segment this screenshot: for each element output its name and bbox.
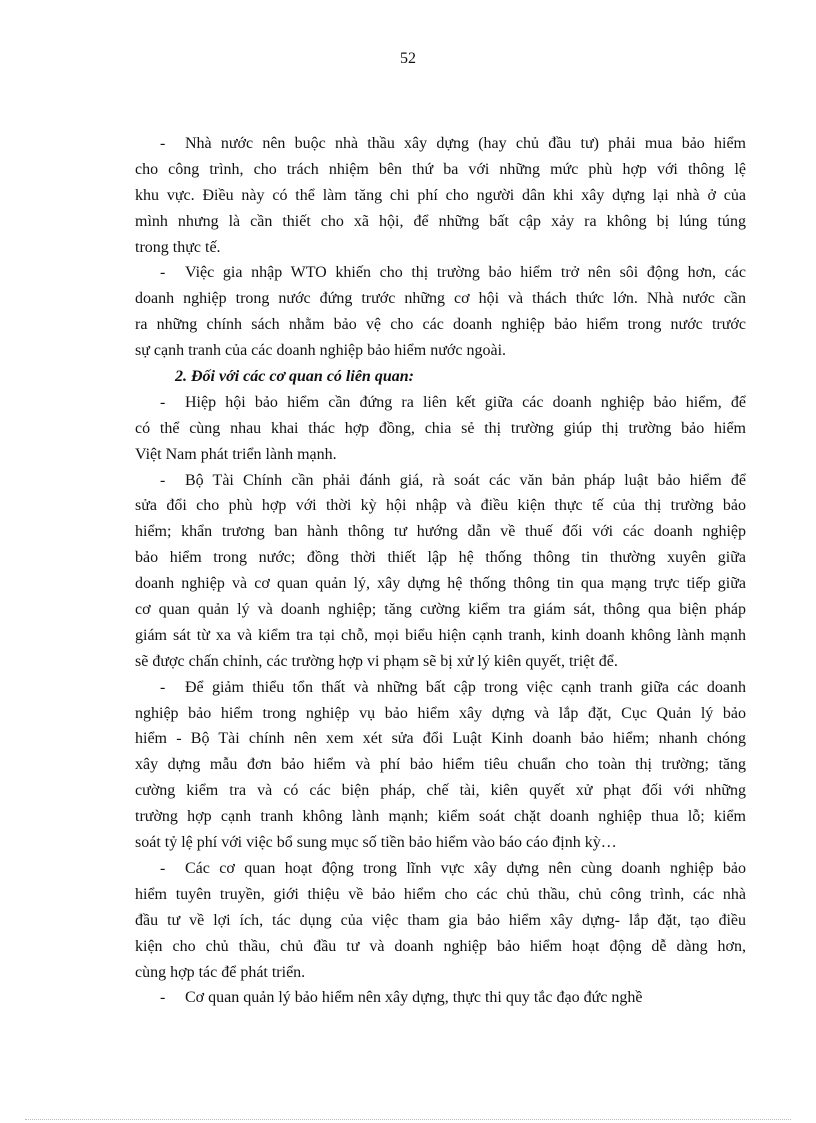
line-text: hiểm; khẩn trương ban hành thông tư hướng dẫn về thuế đối với các doanh nghiệp bbox=[135, 523, 746, 541]
text-line bbox=[135, 623, 746, 649]
line-text: doanh nghiệp trong nước đứng trước những cơ hội và thách thức lớn. Nhà nước cần bbox=[135, 290, 746, 308]
line-text: Việc gia nhập WTO khiến cho thị trường bảo hiểm trở nên sôi động hơn, các bbox=[185, 264, 746, 282]
text-line bbox=[135, 649, 746, 675]
document-body bbox=[135, 131, 746, 1011]
line-text: khu vực. Điều này có thể làm tăng chi phí cho người dân khi xây dựng lại nhà ở của bbox=[135, 186, 746, 204]
line-text: trong thực tế. bbox=[135, 238, 221, 256]
text-line bbox=[135, 778, 746, 804]
line-text: Bộ Tài Chính cần phải đánh giá, rà soát các văn bản pháp luật bảo hiểm để bbox=[185, 471, 746, 489]
line-text: Hiệp hội bảo hiểm cần đứng ra liên kết giữa các doanh nghiệp bảo hiểm, để bbox=[185, 393, 746, 411]
line-text: mình nhưng là cần thiết cho xã hội, để những bất cập xảy ra không bị lúng túng bbox=[135, 212, 746, 230]
bullet-paragraph bbox=[135, 856, 746, 985]
text-line bbox=[135, 338, 746, 364]
text-line bbox=[135, 856, 746, 882]
line-text: sẽ được chấn chỉnh, các trường hợp vi phạm sẽ bị xử lý kiên quyết, triệt để. bbox=[135, 652, 618, 670]
bullet-paragraph bbox=[135, 985, 746, 1011]
line-text: nghiệp bảo hiểm trong nghiệp vụ bảo hiểm xây dựng và lắp đặt, Cục Quản lý bảo bbox=[135, 704, 746, 722]
text-line bbox=[135, 545, 746, 571]
line-text: hiểm tuyên truyền, giới thiệu về bảo hiểm cho các chủ thầu, chủ công trình, các nhà bbox=[135, 885, 746, 903]
line-text: xây dựng mẫu đơn bảo hiểm và phí bảo hiểm tiêu chuẩn cho toàn thị trường; tăng bbox=[135, 756, 746, 774]
bullet-paragraph bbox=[135, 131, 746, 260]
line-text: doanh nghiệp và cơ quan quản lý, xây dựng hệ thống thông tin qua mạng trực tiếp giữa bbox=[135, 575, 746, 593]
text-line bbox=[135, 985, 746, 1011]
line-text: soát tỷ lệ phí với việc bổ sung mục số tiền bảo hiểm vào báo cáo định kỳ… bbox=[135, 834, 617, 852]
bullet-dash: - bbox=[160, 859, 166, 877]
bullet-paragraph bbox=[135, 468, 746, 675]
text-line bbox=[135, 830, 746, 856]
bullet-dash: - bbox=[160, 135, 166, 152]
line-text: sự cạnh tranh của các doanh nghiệp bảo hiểm nước ngoài. bbox=[135, 342, 507, 360]
line-text: sửa đổi cho phù hợp với thời kỳ hội nhập và điều kiện thực tế của thị trường bảo bbox=[135, 497, 746, 515]
text-line bbox=[135, 260, 746, 286]
line-text: cho công trình, cho trách nhiệm bên thứ ba với những mức phù hợp với thông lệ bbox=[135, 160, 746, 178]
text-line bbox=[135, 882, 746, 908]
text-line bbox=[135, 908, 746, 934]
text-line bbox=[135, 571, 746, 597]
line-text: ra những chính sách nhằm bảo vệ cho các doanh nghiệp bảo hiểm trong nước trước bbox=[135, 316, 746, 334]
text-line bbox=[135, 468, 746, 494]
bullet-dash: - bbox=[160, 989, 166, 1007]
text-line bbox=[135, 934, 746, 960]
line-text: hiểm - Bộ Tài chính nên xem xét sửa đổi Luật Kinh doanh bảo hiểm; nhanh chóng bbox=[135, 730, 746, 748]
line-text: Cơ quan quản lý bảo hiểm nên xây dựng, thực thi quy tắc đạo đức nghề bbox=[185, 989, 643, 1007]
text-line bbox=[135, 312, 746, 338]
text-line bbox=[135, 235, 746, 261]
line-text: đầu tư về lợi ích, tác dụng của việc tham gia bảo hiểm xây dựng- lắp đặt, tạo điều bbox=[135, 911, 746, 929]
line-text: Nhà nước nên buộc nhà thầu xây dựng (hay chủ đầu tư) phải mua bảo hiểm bbox=[185, 135, 746, 152]
text-line bbox=[135, 752, 746, 778]
text-line bbox=[135, 493, 746, 519]
line-text: giám sát từ xa và kiểm tra tại chỗ, mọi biểu hiện cạnh tranh, kinh doanh không lành mạnh bbox=[135, 626, 746, 644]
page-number: 52 bbox=[400, 50, 416, 67]
line-text: Việt Nam phát triển lành mạnh. bbox=[135, 445, 337, 463]
bullet-dash: - bbox=[160, 471, 166, 489]
line-text: có thể cùng nhau khai thác hợp đồng, chia sẻ thị trường giúp thị trường bảo hiểm bbox=[135, 419, 746, 437]
line-text: cơ quan quản lý và doanh nghiệp; tăng cường kiểm tra giám sát, thông qua biện pháp bbox=[135, 601, 746, 619]
text-line bbox=[135, 131, 746, 157]
line-text: Các cơ quan hoạt động trong lĩnh vực xây dựng nên cùng doanh nghiệp bảo bbox=[185, 859, 746, 877]
text-line bbox=[135, 286, 746, 312]
text-line bbox=[135, 209, 746, 235]
text-line bbox=[135, 183, 746, 209]
text-line bbox=[135, 675, 746, 701]
text-line bbox=[135, 157, 746, 183]
bullet-paragraph bbox=[135, 675, 746, 856]
text-line bbox=[135, 416, 746, 442]
text-line bbox=[135, 701, 746, 727]
text-line bbox=[135, 390, 746, 416]
page-bottom-divider bbox=[25, 1119, 791, 1120]
line-text: bảo hiểm trong nước; đồng thời thiết lập hệ thống thông tin thường xuyên giữa bbox=[135, 549, 746, 567]
section-heading: 2. Đối với các cơ quan có liên quan: bbox=[175, 368, 414, 386]
line-text: kiện cho chủ thầu, chủ đầu tư và doanh nghiệp bảo hiểm hoạt động dễ dàng hơn, bbox=[135, 937, 746, 955]
text-line bbox=[135, 597, 746, 623]
line-text: Để giảm thiểu tổn thất và những bất cập trong việc cạnh tranh giữa các doanh bbox=[185, 678, 746, 696]
line-text: cường kiểm tra và có các biện pháp, chế tài, kiên quyết xử phạt đối với những bbox=[135, 782, 746, 800]
bullet-dash: - bbox=[160, 264, 166, 282]
text-line bbox=[135, 519, 746, 545]
text-line bbox=[135, 726, 746, 752]
text-line bbox=[135, 804, 746, 830]
line-text: trường hợp cạnh tranh không lành mạnh; kiểm soát chặt doanh nghiệp thua lỗ; kiểm bbox=[135, 808, 746, 826]
bullet-dash: - bbox=[160, 393, 166, 411]
bullet-paragraph bbox=[135, 260, 746, 364]
text-line bbox=[135, 960, 746, 986]
bullet-paragraph bbox=[135, 390, 746, 468]
line-text: cùng hợp tác để phát triển. bbox=[135, 963, 306, 981]
bullet-dash: - bbox=[160, 678, 166, 696]
text-line bbox=[135, 442, 746, 468]
